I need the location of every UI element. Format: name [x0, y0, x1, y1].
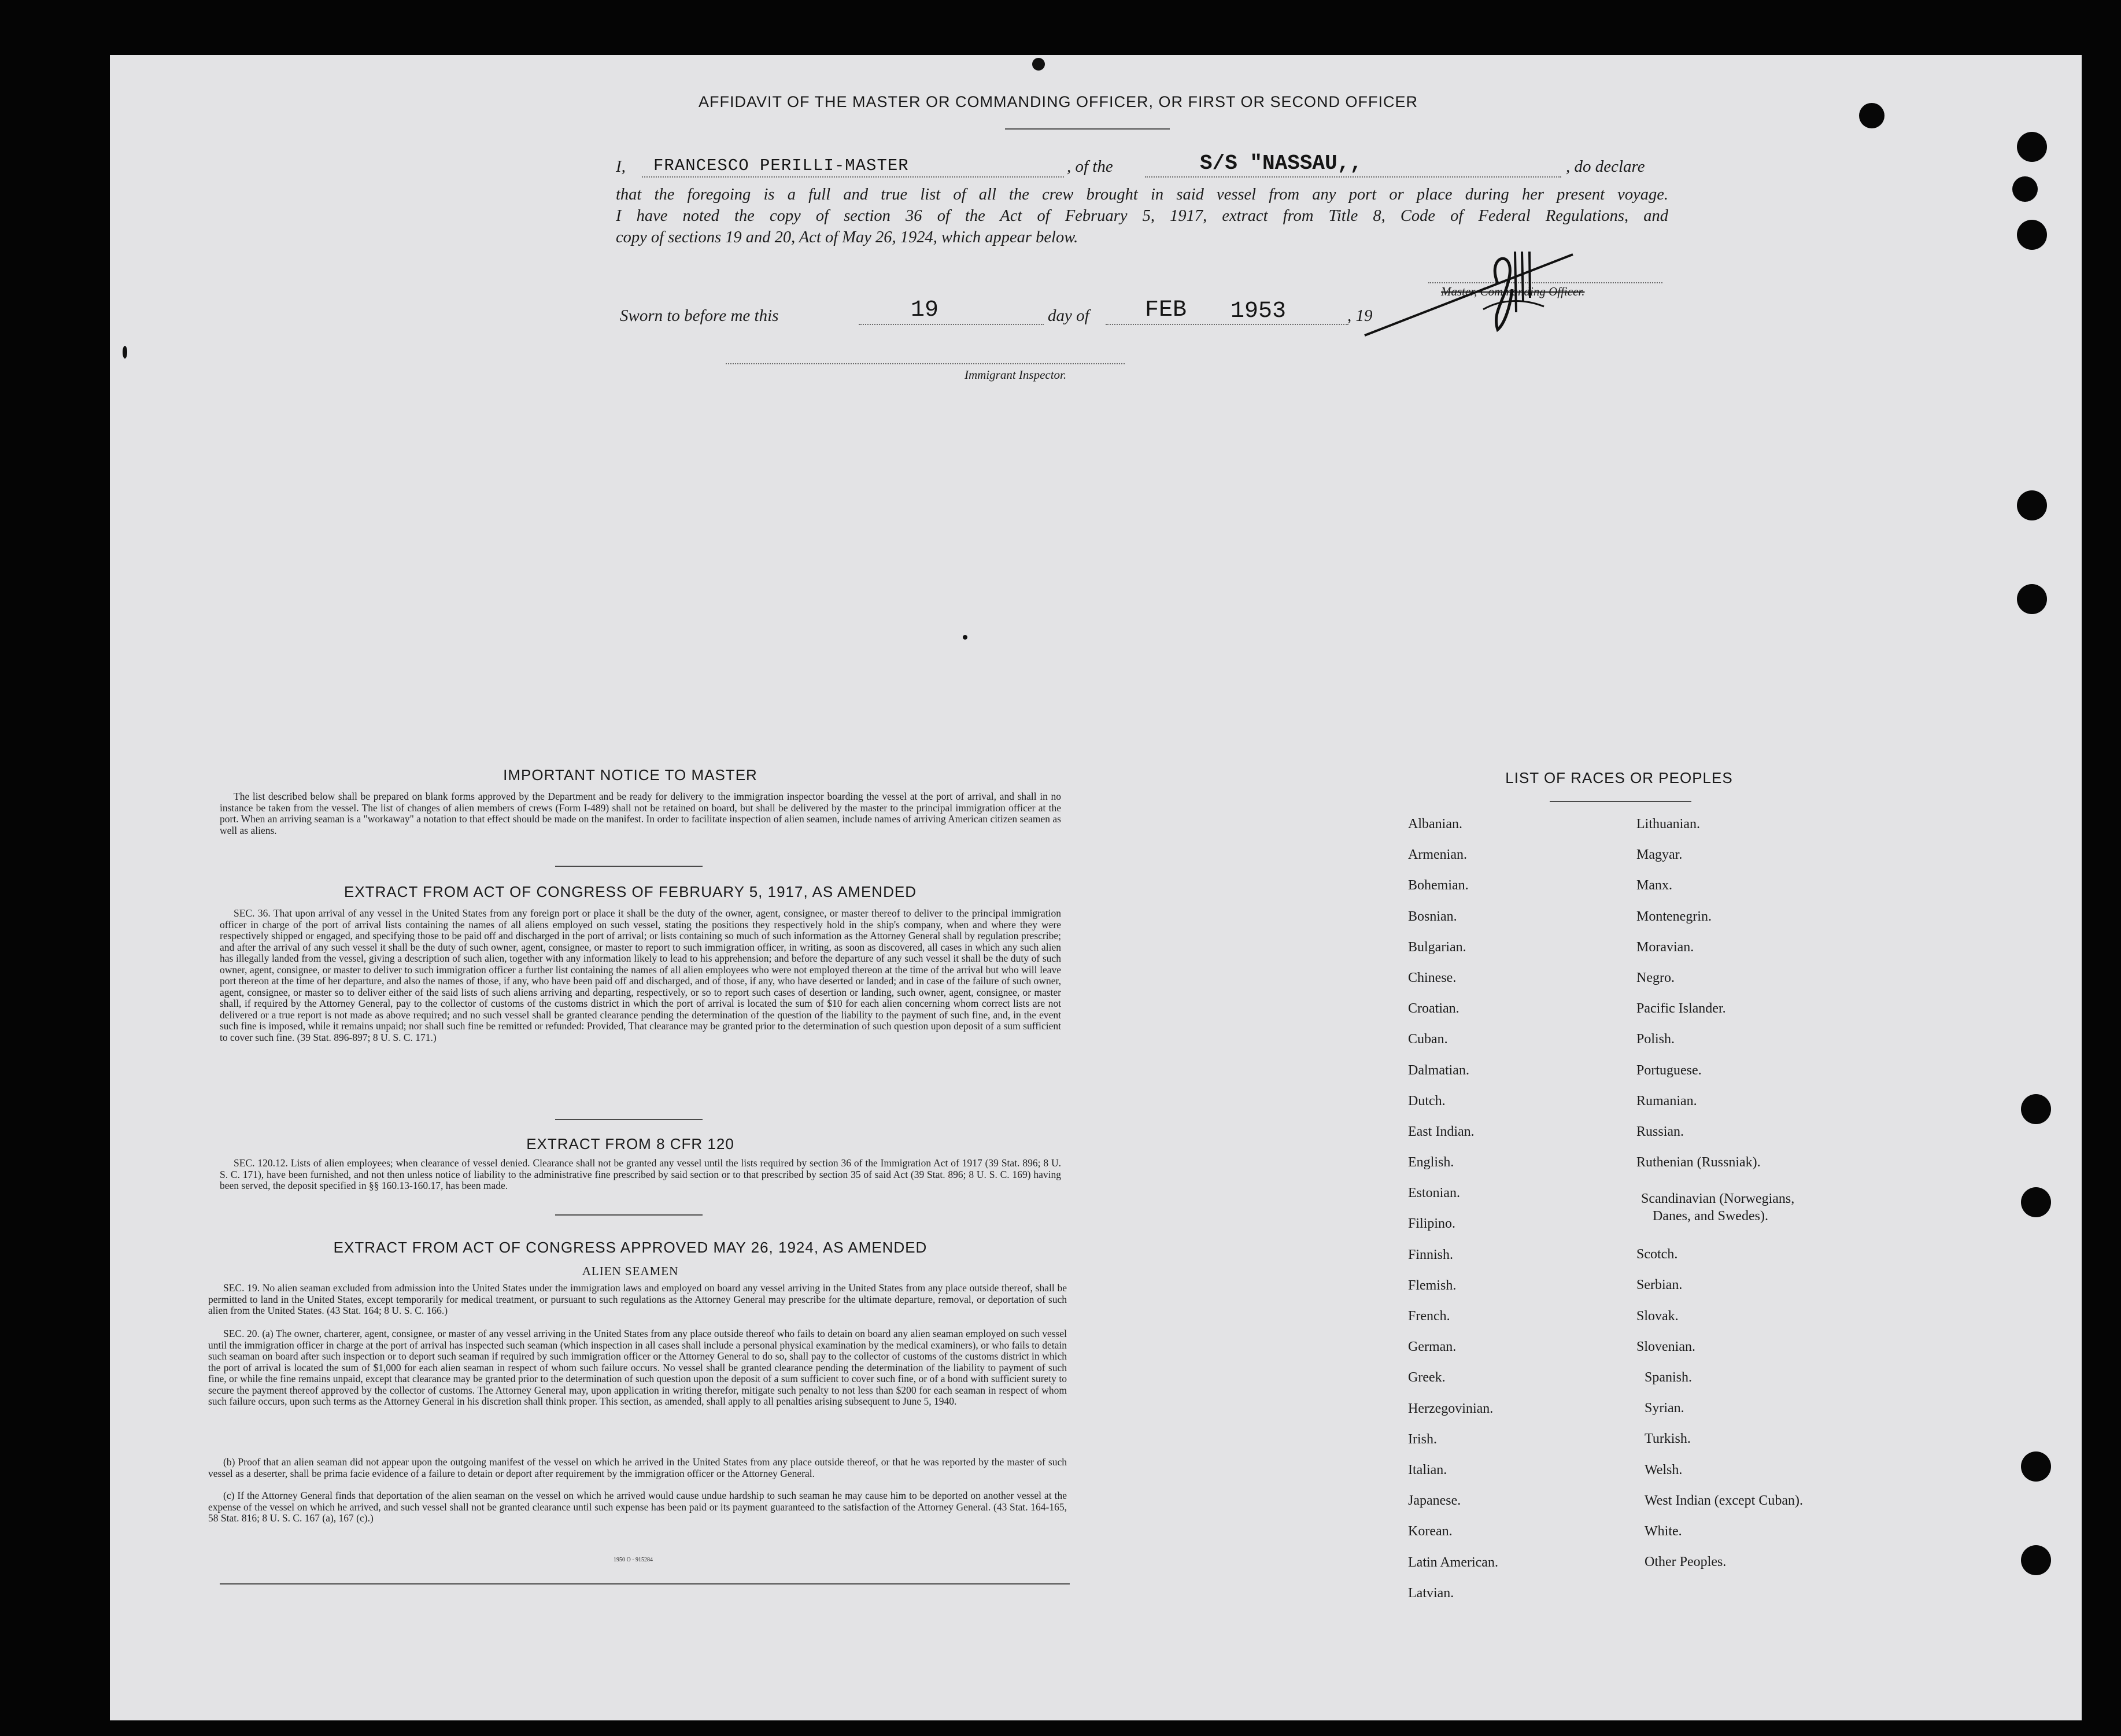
- extract-1917-body: SEC. 36. That upon arrival of any vessel in the United States from any foreign port or place it shall be the duty of the owner, agent, consignee, or master thereof to deliver to the principal immigration officer in charge of the port of arrival lists containing the names of all aliens employed on such vessel, stating the positions they respectively hold in the ship's company, when and where they were respectively shipped or engaged, and specifying those to be paid off and discharged in the port of arrival; or lists containing so much of such information as the Attorney General shall by regulation prescribe; and after the arrival of any such vessel it shall be the duty of such owner, agent, consignee, or master to report to such immigration officer, in writing, as soon as discovered, all cases in which any such alien has illegally landed from the vessel, giving a description of such alien, together with any information likely to lead to his apprehension; and before the departure of any such vessel it shall be the duty of such owner, agent, consignee, or master to deliver to such immigration officer a further list containing the names of all alien employees who were not employed thereon at the time of the arrival but who will leave port thereon at the time of her departure, and also the names of those, if any, who have been paid off and discharged, and of those, if any, who have deserted or landed; and in case of the failure of such owner, agent, consignee, or master so to deliver either of the said lists of such aliens arriving and departing, respectively, or so to report such cases of desertion or landing, such owner, agent, consignee, or master shall, if required by the Attorney General, pay to the collector of customs of the customs district in which the port of arrival is located the sum of $10 for each alien concerning whom correct lists are not delivered or a true report is not made as above required; and no such vessel shall be granted clearance pending the determination of the question of the liability to the payment of such fine, and, in the event such fine is imposed, while it remains unpaid; nor shall such fine be remitted or refunded: Provided, That clearance may be granted prior to the determination of such question upon deposit of a sum sufficient to cover such fine. (39 Stat. 896-897; 8 U. S. C. 171.): [220, 907, 1061, 1043]
- race-item: Ruthenian (Russniak).: [1636, 1155, 1761, 1170]
- extract-cfr-heading: EXTRACT FROM 8 CFR 120: [526, 1135, 734, 1153]
- ink-speck: [1032, 58, 1045, 71]
- notice-body: The list described below shall be prepared on blank forms approved by the Department and be ready for delivery to the immigration inspector boarding the vessel at the port of arrival, and shall in no instance be taken from the vessel. The list of changes of alien members of crews (Form I-489) shall not be retained on board, but shall be delivered by the master to the principal immigration officer at the port. When an arriving seaman is a "workaway" a notation to that effect should be made on the manifest. In order to facilitate inspection of alien seamen, include names of arriving American citizen seamen as well as aliens.: [220, 791, 1061, 836]
- race-item: Italian.: [1408, 1462, 1447, 1478]
- race-item: Slovenian.: [1636, 1339, 1695, 1354]
- sworn-year-field: 1953: [1231, 298, 1287, 324]
- race-item: Bosnian.: [1408, 908, 1457, 924]
- race-item: Bulgarian.: [1408, 939, 1466, 955]
- race-item: Latvian.: [1408, 1585, 1454, 1601]
- race-item: Estonian.: [1408, 1185, 1460, 1201]
- ink-speck: [963, 635, 967, 640]
- binder-hole: [2017, 490, 2047, 520]
- race-item: Rumanian.: [1636, 1093, 1697, 1109]
- day-of-label: day of: [1048, 306, 1089, 325]
- race-item: Herzegovinian.: [1408, 1401, 1494, 1416]
- races-heading: LIST OF RACES OR PEOPLES: [1505, 769, 1733, 786]
- race-item: Slovak.: [1636, 1308, 1679, 1324]
- sworn-day-line: [859, 324, 1044, 325]
- binder-hole: [2017, 132, 2047, 162]
- declaration-line-2: I have noted the copy of section 36 of the Act of February 5, 1917, extract from Title 8, Code of Federal Regulations, and: [616, 207, 1668, 225]
- races-left-column: [1408, 815, 1498, 1615]
- race-item: Negro.: [1636, 970, 1675, 985]
- race-item: Russian.: [1636, 1124, 1684, 1139]
- inspector-line: [726, 363, 1125, 364]
- race-item: Irish.: [1408, 1431, 1437, 1447]
- do-declare-label: , do declare: [1566, 157, 1645, 176]
- declaration-line-3: copy of sections 19 and 20, Act of May 26, 1924, which appear below.: [616, 228, 1078, 246]
- binder-hole: [2017, 220, 2047, 250]
- master-signature: [1353, 243, 1584, 341]
- race-item: Magyar.: [1636, 847, 1683, 863]
- race-item: Welsh.: [1645, 1462, 1683, 1478]
- binder-hole: [2021, 1545, 2051, 1575]
- race-item: Croatian.: [1408, 1001, 1459, 1017]
- race-item: Syrian.: [1645, 1401, 1684, 1416]
- inspector-caption: Immigrant Inspector.: [965, 368, 1067, 382]
- race-item: Bohemian.: [1408, 878, 1469, 893]
- binder-hole: [2021, 1094, 2051, 1124]
- notice-heading: IMPORTANT NOTICE TO MASTER: [503, 766, 758, 784]
- race-item: Turkish.: [1645, 1431, 1691, 1447]
- binder-hole: [1859, 103, 1884, 128]
- extract-cfr-body: SEC. 120.12. Lists of alien employees; when clearance of vessel denied. Clearance shall not be granted any vessel until the lists required by section 36 of the Immigration Act of 1917 (39 Stat. 896; 8 U. S. C. 171), have been furnished, and not then unless notice of liability to the administrative fine prescribed by said section or to that prescribed by section 35 of said Act (39 Stat. 896; 8 U. S. C. 169) having been served, the deposit specified in §§ 160.13-160.17, has been made.: [220, 1157, 1061, 1191]
- of-the-label: , of the: [1067, 157, 1113, 176]
- affidavit-i-label: I,: [616, 157, 626, 176]
- alien-seamen-subheading: ALIEN SEAMEN: [582, 1264, 679, 1278]
- race-item: English.: [1408, 1155, 1454, 1170]
- race-item: Serbian.: [1636, 1277, 1683, 1293]
- race-item: Dutch.: [1408, 1093, 1446, 1109]
- race-item: Dalmatian.: [1408, 1062, 1469, 1078]
- title-rule: [1005, 128, 1170, 130]
- race-item: Manx.: [1636, 878, 1672, 893]
- race-item: Greek.: [1408, 1370, 1446, 1386]
- signature-caption: Master, Commanding Officer.: [1441, 285, 1585, 298]
- master-name-field: FRANCESCO PERILLI-MASTER: [653, 156, 909, 175]
- year-prefix-label: , 19: [1347, 306, 1373, 325]
- sworn-month-field: FEB: [1145, 297, 1187, 323]
- sworn-date-line: [1106, 324, 1348, 325]
- race-item: West Indian (except Cuban).: [1645, 1493, 1803, 1508]
- race-item: East Indian.: [1408, 1124, 1475, 1139]
- extract-1924-sec20c: (c) If the Attorney General finds that deportation of the alien seaman on the vessel on which he arrived would cause undue hardship to such seaman he may cause him to be deported on another vessel at the expense of the vessel on which he arrived, and such vessel shall not be granted clearance until such expense has been paid or its payment guaranteed to the satisfaction of the Attorney General. (43 Stat. 164-165, 58 Stat. 816; 8 U. S. C. 167 (a), 167 (c).): [208, 1490, 1067, 1524]
- race-item: Scotch.: [1636, 1247, 1678, 1262]
- race-item: Filipino.: [1408, 1216, 1456, 1232]
- race-item: Japanese.: [1408, 1493, 1461, 1509]
- binder-hole: [2021, 1187, 2051, 1217]
- race-item: Flemish.: [1408, 1277, 1457, 1293]
- declaration-line-1: that the foregoing is a full and true list of all the crew brought in said vessel from any port or place during her present voyage.: [616, 186, 1668, 204]
- race-item: Portuguese.: [1636, 1062, 1702, 1078]
- race-item: Finnish.: [1408, 1247, 1454, 1262]
- race-item: Scandinavian (Norwegians,: [1641, 1191, 1795, 1207]
- race-item: Moravian.: [1636, 939, 1694, 955]
- divider-rule: [555, 1214, 703, 1216]
- master-name-line: [642, 176, 1064, 178]
- sworn-label: Sworn to before me this: [620, 306, 779, 325]
- ink-speck: [123, 346, 127, 359]
- vessel-name-line: [1145, 176, 1561, 178]
- print-code: 1950 O - 915284: [613, 1557, 653, 1563]
- extract-1924-sec20a: SEC. 20. (a) The owner, charterer, agent, consignee, or master of any vessel arriving in the United States from any place outside thereof who fails to detain on board any alien seaman employed on such vessel until the immigration officer in charge at the port of arrival has inspected such seaman (which inspection in all cases shall include a personal physical examination by the medical examiners), or who fails to detain such seaman on board after such inspection or to deport such seaman if required by such immigration officer or the Attorney General to do so, shall pay to the collector of customs of the customs district in which the port of arrival is located the sum of $1,000 for each alien seaman in respect of whom such failure occurs. No vessel shall be granted clearance pending the determination of the liability to payment of such fine, or while the fine remains unpaid, except that clearance may be granted prior to the determination of such question upon the deposit of a sum sufficient to cover such fine, or of a bond with sufficient surety to secure the payment thereof approved by the collector of customs. The Attorney General may, upon application in writing therefor, mitigate such penalty to not less than $200 for each seaman in respect of whom such failure occurs, upon such terms as the Attorney General in his discretion shall think proper. This section, as amended, shall apply to all penalties arising subsequent to June 5, 1940.: [208, 1328, 1067, 1407]
- race-item: Pacific Islander.: [1636, 1001, 1726, 1017]
- race-item: White.: [1645, 1523, 1682, 1539]
- extract-1924-sec20b: (b) Proof that an alien seaman did not appear upon the outgoing manifest of the vessel on which he arrived in the United States from any place outside thereof, or that he was reported by the master of such vessel as a deserter, shall be prima facie evidence of a failure to detain or deport after requirement by the immigration officer or the Attorney General.: [208, 1456, 1067, 1479]
- sworn-day-field: 19: [911, 297, 939, 323]
- bottom-rule: [220, 1583, 1070, 1584]
- extract-1917-heading: EXTRACT FROM ACT OF CONGRESS OF FEBRUARY 5, 1917, AS AMENDED: [344, 883, 917, 900]
- race-item: French.: [1408, 1309, 1450, 1324]
- race-item: Latin American.: [1408, 1554, 1498, 1570]
- race-item: Other Peoples.: [1645, 1554, 1727, 1570]
- vessel-name-field: S/S "NASSAU,,: [1200, 152, 1362, 175]
- race-item: German.: [1408, 1339, 1457, 1355]
- binder-hole: [2021, 1451, 2051, 1482]
- race-item: Armenian.: [1408, 847, 1467, 863]
- divider-rule: [555, 866, 703, 867]
- extract-1924-heading: EXTRACT FROM ACT OF CONGRESS APPROVED MAY 26, 1924, AS AMENDED: [333, 1239, 928, 1256]
- binder-hole: [2012, 176, 2038, 202]
- affidavit-title: AFFIDAVIT OF THE MASTER OR COMMANDING OFFICER, OR FIRST OR SECOND OFFICER: [698, 93, 1418, 110]
- race-item: Lithuanian.: [1636, 817, 1700, 832]
- extract-1924-sec19: SEC. 19. No alien seaman excluded from admission into the United States under the immigration laws and employed on board any vessel arriving in the United States from any place outside thereof, shall be permitted to land in the United States, except temporarily for medical treatment, or pursuant to such regulations as the Attorney General may prescribe for the ultimate departure, removal, or deportation of such alien from the United States. (43 Stat. 164; 8 U. S. C. 166.): [208, 1282, 1067, 1316]
- divider-rule: [555, 1119, 703, 1120]
- race-item: Chinese.: [1408, 970, 1457, 985]
- binder-hole: [2017, 584, 2047, 614]
- race-item: Cuban.: [1408, 1032, 1448, 1047]
- races-right-column: [1636, 815, 1803, 1584]
- race-item: Korean.: [1408, 1524, 1453, 1539]
- race-item: Albanian.: [1408, 817, 1462, 832]
- race-item: Spanish.: [1645, 1370, 1693, 1385]
- races-rule: [1550, 801, 1691, 802]
- race-item: Montenegrin.: [1636, 908, 1712, 924]
- race-item: Danes, and Swedes).: [1653, 1209, 1768, 1224]
- race-item: Polish.: [1636, 1032, 1675, 1047]
